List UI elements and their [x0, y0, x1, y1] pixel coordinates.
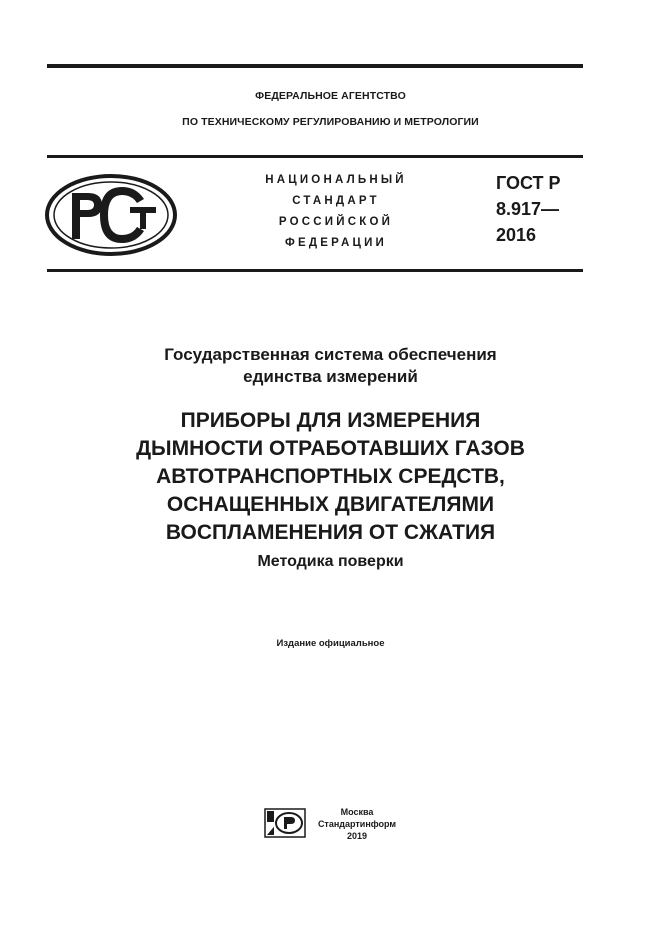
top-rule — [47, 64, 583, 68]
national-standard-label — [238, 170, 434, 254]
standard-code-line-3: 2016 — [496, 225, 537, 245]
series-title-line-2: единства измерений — [243, 367, 418, 386]
main-title-line-3: АВТОТРАНСПОРТНЫХ СРЕДСТВ, — [156, 465, 505, 488]
main-title-line-5: ВОСПЛАМЕНЕНИЯ ОТ СЖАТИЯ — [165, 521, 496, 544]
publisher-year: 2019 — [346, 831, 368, 841]
publisher-info — [310, 806, 404, 842]
national-standard-line-3: РОССИЙСКОЙ — [278, 216, 394, 228]
publisher-name: Стандартинформ — [317, 819, 397, 829]
agency-line-2: ПО ТЕХНИЧЕСКОМУ РЕГУЛИРОВАНИЮ И МЕТРОЛОГИИ — [182, 116, 479, 128]
standard-code-line-1: ГОСТ Р — [496, 173, 561, 193]
agency-line-1: ФЕДЕРАЛЬНОЕ АГЕНТСТВО — [255, 90, 406, 102]
main-title-line-4: ОСНАЩЕННЫХ ДВИГАТЕЛЯМИ — [166, 493, 495, 516]
rst-logo-icon — [44, 173, 178, 257]
series-title — [0, 344, 661, 388]
series-title-line-1: Государственная система обеспечения — [164, 345, 497, 364]
main-title — [0, 407, 661, 547]
standard-code — [496, 170, 561, 248]
main-title-line-1: ПРИБОРЫ ДЛЯ ИЗМЕРЕНИЯ — [180, 409, 481, 432]
standartinform-logo-icon — [264, 808, 306, 838]
subtitle: Методика поверки — [257, 553, 404, 570]
national-standard-line-4: ФЕДЕРАЦИИ — [284, 237, 388, 249]
middle-rule — [47, 155, 583, 158]
main-title-line-2: ДЫМНОСТИ ОТРАБОТАВШИХ ГАЗОВ — [136, 437, 525, 460]
national-standard-line-2: СТАНДАРТ — [292, 195, 380, 207]
standard-code-line-2: 8.917— — [496, 199, 560, 219]
publisher-city: Москва — [340, 807, 374, 817]
bottom-rule — [47, 269, 583, 272]
edition-label: Издание официальное — [276, 638, 385, 649]
national-standard-line-1: НАЦИОНАЛЬНЫЙ — [265, 174, 407, 186]
